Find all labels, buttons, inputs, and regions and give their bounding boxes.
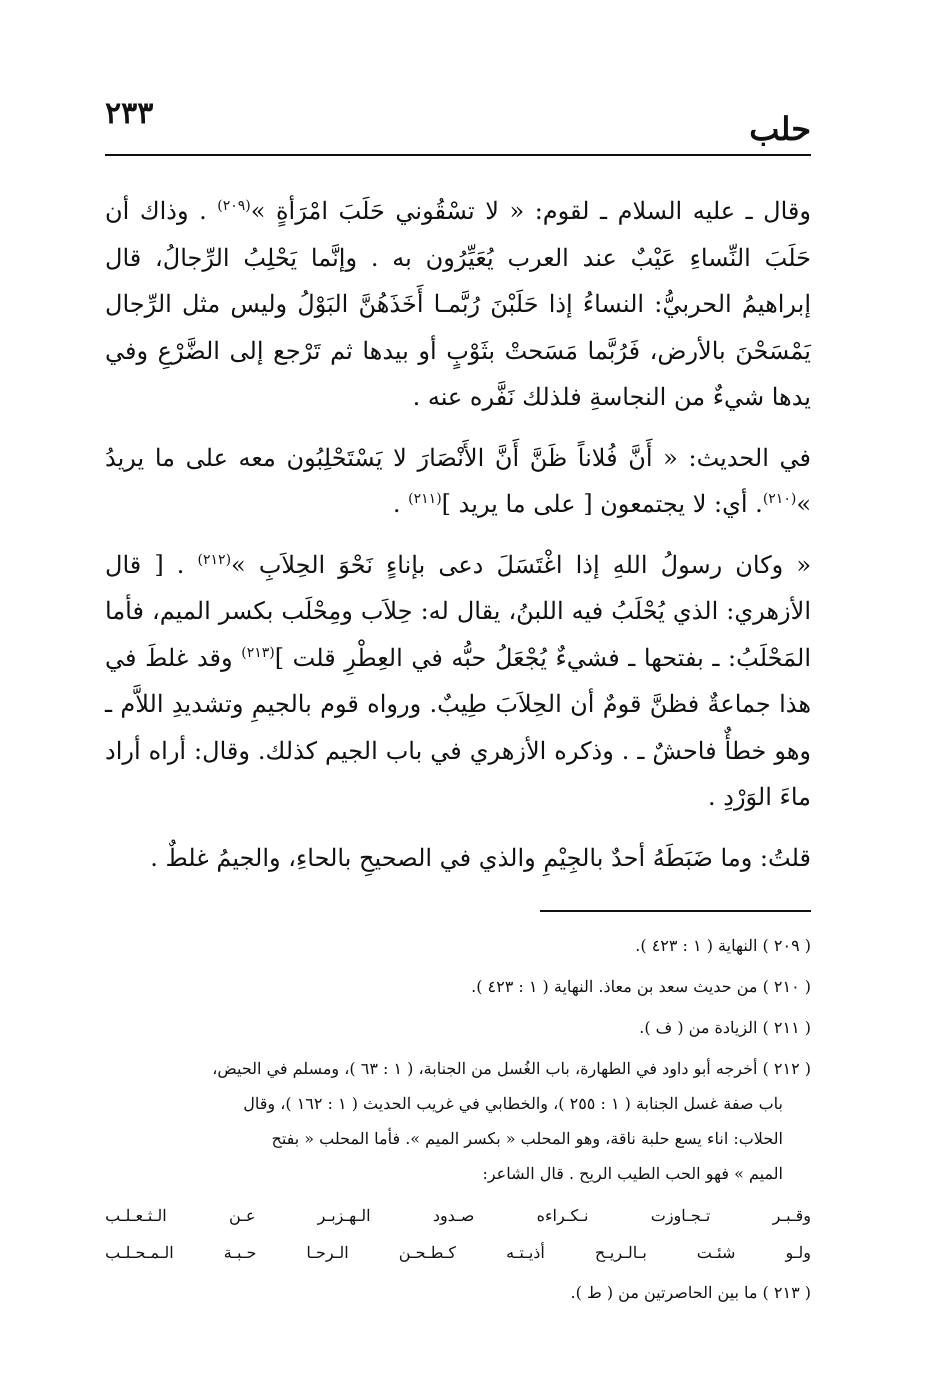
paragraph-text: وقد غلطَ في هذا جماعةٌ فظنَّ قومٌ أن الحِلاَبَ طِيبٌ. ورواه قوم بالجيمِ وتشديدِ اللاَّم ـ وهو خطأٌ فاحشٌ ـ . وذكره الأزهري في باب الجيم كذلك. وقال: أراه أراد ماءَ الوَرْدِ .	[105, 643, 811, 811]
footnote-210: ( ٢١٠ ) من حديث سعد بن معاذ. النهاية ( ١ : ٤٢٣ ).	[471, 977, 811, 996]
paragraph-1	[105, 188, 811, 421]
footnote-213: ( ٢١٣ ) ما بين الحاصرتين من ( ط ).	[570, 1283, 811, 1302]
paragraph-3	[105, 542, 811, 821]
verse-word: عـن	[228, 1206, 256, 1225]
paragraph-text: « وكان رسولُ اللهِ إذا اغْتَسَلَ دعى بإناءٍ نَحْوَ الحِلاَبِ »	[231, 550, 812, 579]
paragraph-text: .	[392, 490, 409, 518]
verse-word: الـمـحـلـب	[105, 1243, 174, 1262]
footnote-209: ( ٢٠٩ ) النهاية ( ١ : ٤٢٣ ).	[635, 936, 811, 955]
verse-word: الـرحـا	[306, 1243, 349, 1262]
verse-word: تـجـاوزت	[650, 1206, 711, 1225]
footnotes	[105, 928, 811, 1316]
paragraph-4	[105, 835, 811, 882]
poem	[105, 1197, 811, 1271]
running-head: حلب	[749, 110, 811, 148]
verse-word: شئـت	[696, 1243, 736, 1262]
page-header	[105, 96, 811, 154]
footnote-rule	[540, 910, 811, 912]
footnote-line: الحلاب: اناء يسع حلبة ناقة، وهو المحلب « بكسر الميم ». فأما المحلب « بفتح	[271, 1129, 783, 1148]
verse-word: وقـبـر	[772, 1206, 811, 1225]
footnote-line: الميم » فهو الحب الطيب الريح . قال الشاعر:	[482, 1164, 783, 1183]
footnote-line: باب صفة غسل الجنابة ( ١ : ٢٥٥ )، والخطابي في غريب الحديث ( ١ : ١٦٢ )، وقال	[243, 1094, 783, 1113]
paragraph-2	[105, 435, 811, 528]
verse-word: بـالـريـح	[594, 1243, 647, 1262]
footnote-211: ( ٢١١ ) الزيادة من ( ف ).	[639, 1018, 811, 1037]
verse-word: الـثـعـلـب	[105, 1206, 167, 1225]
footnote-212	[105, 1051, 811, 1191]
verse-word: نـكـراءه	[536, 1206, 589, 1225]
verse-word: ولـو	[785, 1243, 811, 1262]
paragraph-text: . وذاك أن حَلَبَ النِّساءِ عَيْبٌ عند العرب يُعَيِّرُون به . وإنَّما يَحْلِبُ الرِّجالُ، قال إبراهيمُ الحربيُّ: النساءُ إذا حَلَبْنَ رُبَّمـا أَخَذَهُنَّ البَوْلُ وليس مثل الرِّجال يَمْسَحْنَ بالأرض، فَرُبَّما مَسَحتْ بثَوْبٍ أو بيدها ثم تَرْجع إلى الضَّرْعِ وفي يدها شيءٌ من النجاسةِ فلذلك نَفَّره عنه .	[105, 197, 811, 411]
paragraph-text: في الحديث: « أَنَّ فُلاناً ظَنَّ أَنَّ الأَنْصَارَ لا يَسْتَحْلِبُون معه على ما يريدُ »	[105, 443, 812, 518]
footnote-ref-210: (٢١٠)	[762, 491, 797, 507]
poem-verse-2	[105, 1234, 811, 1271]
main-text	[105, 188, 811, 895]
paragraph-text: . [ قال الأزهري: الذي يُحْلَبُ فيه اللبنُ، يقال له: حِلاَب ومِحْلَب بكسر الميم، فأما المَحْلَبُ: ـ بفتحها ـ فشيءٌ يُجْعَلُ حبُّه في العِطْرِ قلت ]	[105, 550, 811, 672]
footnote-ref-209: (٢٠٩)	[217, 198, 251, 214]
page-number: ٢٣٣	[105, 96, 154, 131]
verse-word: كـطـحـن	[398, 1243, 457, 1262]
paragraph-text: . أي: لا يجتمعون [ على ما يريد ]	[441, 490, 763, 518]
footnote-ref-212: (٢١٢)	[197, 551, 232, 568]
paragraph-text: وقال ـ عليه السلام ـ لقوم: « لا تسْقُوني حَلَبَ امْرَأةٍ »	[250, 197, 811, 225]
verse-word: أذيـتـه	[506, 1243, 545, 1262]
footnote-ref-213: (٢١٣)	[241, 644, 275, 661]
verse-word: حـبـة	[223, 1243, 257, 1262]
verse-word: الـهـزبـر	[317, 1206, 371, 1225]
paragraph-text: قلتُ: وما ضَبَطَهُ أحدٌ بالجِيْمِ والذي في الصحيحِ بالحاءِ، والجيمُ غلطٌ .	[150, 843, 811, 872]
footnote-line: ( ٢١٢ ) أخرجه أبو داود في الطهارة، باب الغُسل من الجنابة، ( ١ : ٦٣ )، ومسلم في الحيض،	[212, 1059, 811, 1078]
header-rule	[105, 154, 811, 156]
poem-verse-1	[105, 1197, 811, 1234]
footnote-ref-211: (٢١١)	[408, 491, 442, 507]
verse-word: صـدود	[432, 1206, 475, 1225]
